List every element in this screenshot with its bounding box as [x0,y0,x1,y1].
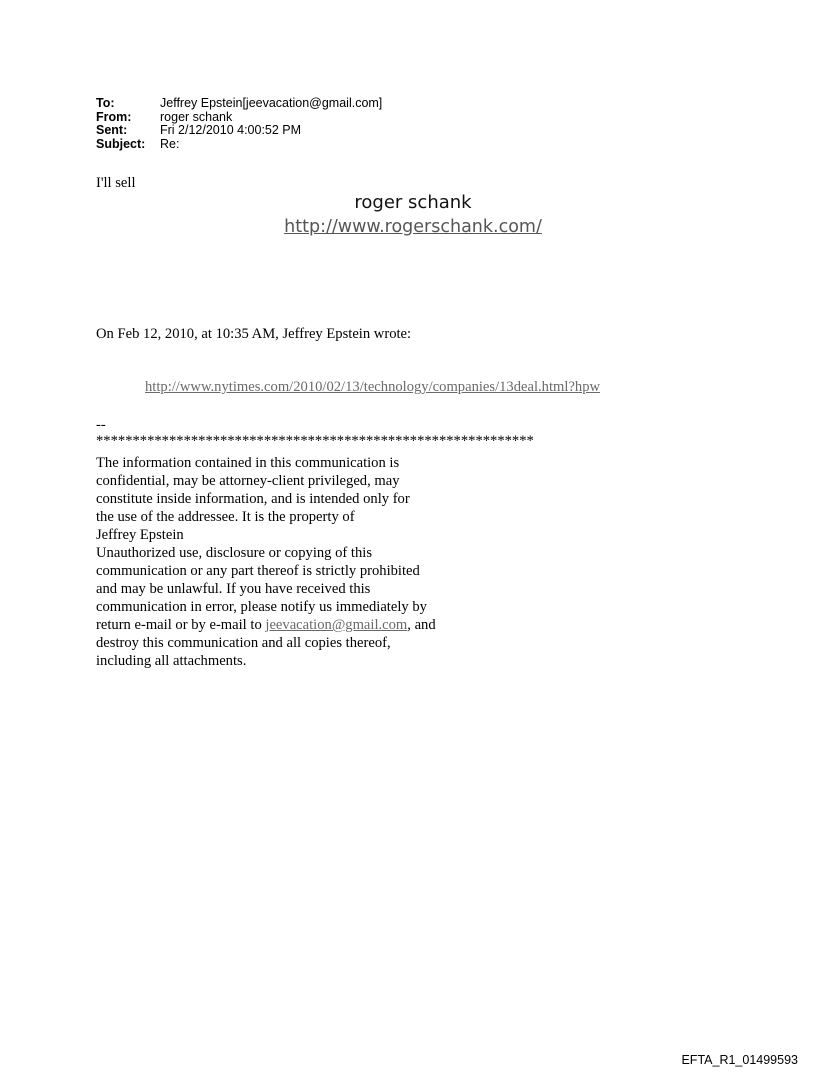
disclaimer-line: Unauthorized use, disclosure or copying of this [96,545,373,561]
quote-intro: On Feb 12, 2010, at 10:35 AM, Jeffrey Epstein wrote: [96,326,412,342]
separator-dashes: -- [96,417,106,433]
disclaimer-text: , and [407,617,436,633]
disclaimer-line: constitute inside information, and is intended only for [96,491,410,507]
disclaimer [96,454,496,670]
subject-row [96,138,382,152]
to-label: To: [96,96,115,110]
disclaimer-line: and may be unlawful. If you have received this [96,581,371,597]
disclaimer-line: Jeffrey Epstein [96,527,184,543]
signature-link[interactable]: http://www.rogerschank.com/ [284,217,542,237]
sent-row [96,124,382,138]
sent-value: Fri 2/12/2010 4:00:52 PM [160,123,302,138]
subject-label: Subject: [96,136,146,151]
signature-name: roger schank [354,192,472,213]
subject-value: Re: [160,136,180,151]
disclaimer-line: The information contained in this communication is [96,455,400,471]
disclaimer-line-with-email [96,616,496,634]
separator-stars: ************************************************************ [96,433,534,449]
from-label: From: [96,109,132,124]
disclaimer-line: communication or any part thereof is strictly prohibited [96,563,420,579]
disclaimer-line: communication in error, please notify us immediately by [96,599,427,615]
to-row [96,97,382,111]
disclaimer-line: confidential, may be attorney-client privileged, may [96,473,400,489]
sent-label: Sent: [96,123,128,138]
document-id: EFTA_R1_01499593 [681,1053,798,1067]
quoted-link[interactable]: http://www.nytimes.com/2010/02/13/technology/companies/13deal.html?hpw [145,379,601,395]
disclaimer-line: the use of the addressee. It is the property of [96,509,355,525]
from-value: roger schank [160,109,233,124]
email-header [96,97,382,151]
from-row [96,111,382,125]
to-value: Jeffrey Epstein[jeevacation@gmail.com] [160,96,383,110]
disclaimer-text: return e-mail or by e-mail to [96,617,266,633]
message-text: I'll sell [96,175,136,191]
disclaimer-email-link[interactable]: jeevacation@gmail.com [265,617,408,633]
disclaimer-line: including all attachments. [96,653,247,669]
disclaimer-line: destroy this communication and all copies thereof, [96,635,391,651]
